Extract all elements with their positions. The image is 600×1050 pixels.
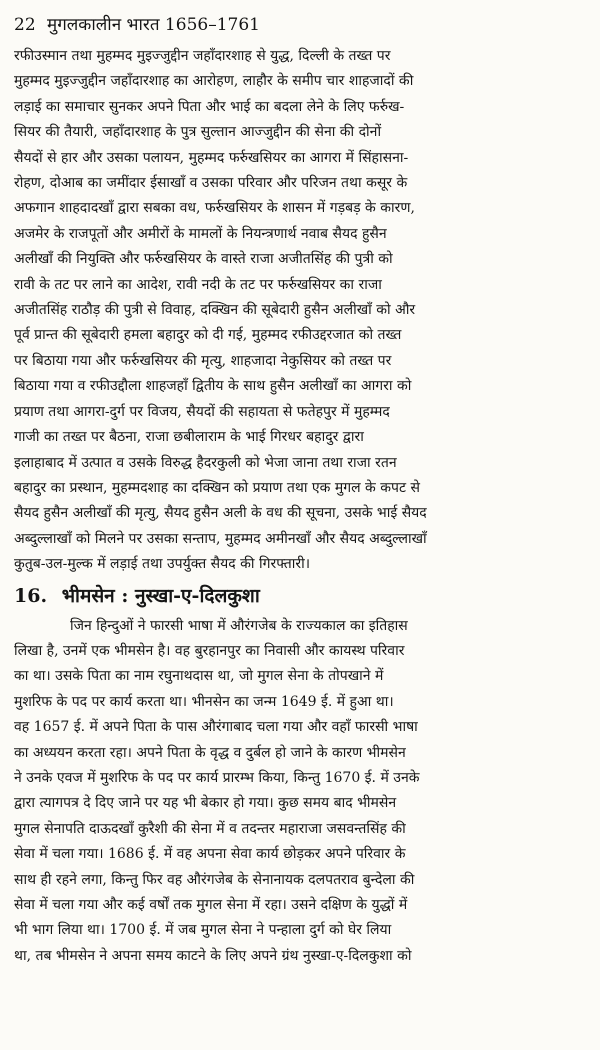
text-line: का अध्ययन करता रहा। अपने पिता के वृद्ध व दुर्बल हो जाने के कारण भीमसेन — [14, 744, 406, 761]
text-line: कुतुब-उल-मुल्क में लड़ाई तथा उपर्युक्त सैयद की गिरफ्तारी। — [14, 556, 311, 573]
body-paragraph — [14, 614, 592, 970]
text-line: सेवा में चला गया। 1686 ई. में वह अपना सेवा कार्य छोड़कर अपने परिवार के — [14, 846, 406, 863]
section-title: भीमसेन : नुस्खा-ए-दिलकुशा — [61, 584, 260, 607]
text-line: सैयद हुसैन अलीखाँ की मृत्यु, सैयद हुसैन अली के वध की सूचना, उसके भाई सैयद — [14, 505, 427, 522]
text-line: बहादुर का प्रस्थान, मुहम्मदशाह का दक्खिन को प्रयाण तथा एक मुगल के कपट से — [14, 479, 420, 496]
text-line: साथ ही रहने लगा, किन्तु फिर वह औरंगजेब के सेनानायक दलपतराव बुन्देला की — [14, 871, 415, 888]
text-line: भी भाग लिया था। 1700 ई. में जब मुगल सेना ने पन्हाला दुर्ग को घेर लिया — [14, 922, 392, 939]
text-line: अब्दुल्लाखाँ को मिलने पर उसका सन्ताप, मुहम्मद अमीनखाँ और सैयद अब्दुल्लाखाँ — [14, 530, 427, 547]
text-line: सेवा में चला गया और कई वर्षों तक मुगल सेना में रहा। उसने दक्षिण के युद्धों में — [14, 897, 408, 913]
text-line: पूर्व प्रान्त की सूबेदारी हमला बहादुर को दी गई, मुहम्मद रफीउद्दरजात को तख्त — [14, 327, 402, 344]
text-line: अजीतसिंह राठौड़ की पुत्री से विवाह, दक्खिन की सूबेदारी हुसैन अलीखाँ को और — [14, 302, 416, 319]
text-line: पर बिठाया गया और फर्रुखसियर की मृत्यु, शाहजादा नेकुसियर को तख्त पर — [14, 352, 392, 369]
text-line: जिन हिन्दुओं ने फारसी भाषा में औरंगजेब के राज्यकाल का इतिहास — [70, 617, 408, 634]
section-heading — [14, 582, 592, 610]
text-line: इलाहाबाद में उत्पात व उसके विरुद्ध हैदरकुली को भेजा जाना तथा राजा रतन — [14, 454, 397, 471]
text-line: अजमेर के राजपूतों और अमीरों के मामलों के नियन्त्रणार्थ नवाब सैयद हुसैन — [14, 225, 387, 242]
running-head — [14, 12, 592, 38]
text-line: रफीउस्मान तथा मुहम्मद मुइज्जुद्दीन जहाँदारशाह से युद्ध, दिल्ली के तख्त पर — [14, 48, 391, 64]
text-line: द्वारा त्यागपत्र दे दिए जाने पर यह भी बेकार हो गया। कुछ समय बाद भीमसेन — [14, 795, 397, 812]
text-line: मुहम्मद मुइज्जुद्दीन जहाँदारशाह का आरोहण, लाहौर के समीप चार शाहजादों की — [14, 73, 414, 90]
text-line: मुशरिफ के पद पर कार्य करता था। भीनसेन का जन्म 1649 ई. में हुआ था। — [14, 693, 394, 710]
text-line: अलीखाँ की नियुक्ति और फर्रुखसियर के वास्ते राजा अजीतसिंह की पुत्री को — [14, 251, 393, 268]
text-line: प्रयाण तथा आगरा-दुर्ग पर विजय, सैयदों की सहायता से फतेहपुर में मुहम्मद — [14, 403, 390, 420]
page-number: 22 — [14, 15, 36, 35]
running-title: मुगलकालीन भारत 1656–1761 — [47, 15, 260, 35]
text-line: ने उनके एवज में मुशरिफ के पद पर कार्य प्रारम्भ किया, किन्तु 1670 ई. में उनके — [14, 769, 420, 786]
text-line: बिठाया गया व रफीउद्दौला शाहजहाँ द्वितीय के साथ हुसैन अलीखाँ का आगरा को — [14, 378, 412, 395]
text-line: था, तब भीमसेन ने अपना समय काटने के लिए अपने ग्रंथ नुस्खा-ए-दिलकुशा को — [14, 947, 412, 964]
text-line: गाजी का तख्त पर बैठना, राजा छबीलाराम के भाई गिरधर बहादुर द्वारा — [14, 429, 364, 446]
text-line: मुगल सेनापति दाऊदखाँ कुरैशी की सेना में व तदन्तर महाराजा जसवन्तसिंह की — [14, 820, 406, 837]
section-number: 16. — [14, 584, 48, 607]
text-line: का था। उसके पिता का नाम रघुनाथदास था, जो मुगल सेना के तोपखाने में — [14, 668, 384, 685]
text-line: अफगान शाहदादखाँ द्वारा सबका वध, फर्रुखसियर के शासन में गड़बड़ के कारण, — [14, 200, 415, 217]
summary-paragraph — [14, 44, 592, 578]
text-line: लड़ाई का समाचार सुनकर अपने पिता और भाई का बदला लेने के लिए फर्रुख- — [14, 98, 405, 115]
text-line: वह 1657 ई. में अपने पिता के पास औरंगाबाद चला गया और वहाँ फारसी भाषा — [14, 719, 418, 736]
text-line: लिखा है, उनमें एक भीमसेन है। वह बुरहानपुर का निवासी और कायस्थ परिवार — [14, 642, 405, 659]
text-line: रावी के तट पर लाने का आदेश, रावी नदी के तट पर फर्रुखसियर का राजा — [14, 276, 382, 293]
text-line: रोहण, दोआब का जमींदार ईसाखाँ व उसका परिवार और परिजन तथा कसूर के — [14, 175, 408, 192]
text-line: सियर की तैयारी, जहाँदारशाह के पुत्र सुल्तान आज्जुद्दीन की सेना की दोनों — [14, 124, 382, 141]
text-line: सैयदों से हार और उसका पलायन, मुहम्मद फर्रुखसियर का आगरा में सिंहासना- — [14, 149, 409, 166]
